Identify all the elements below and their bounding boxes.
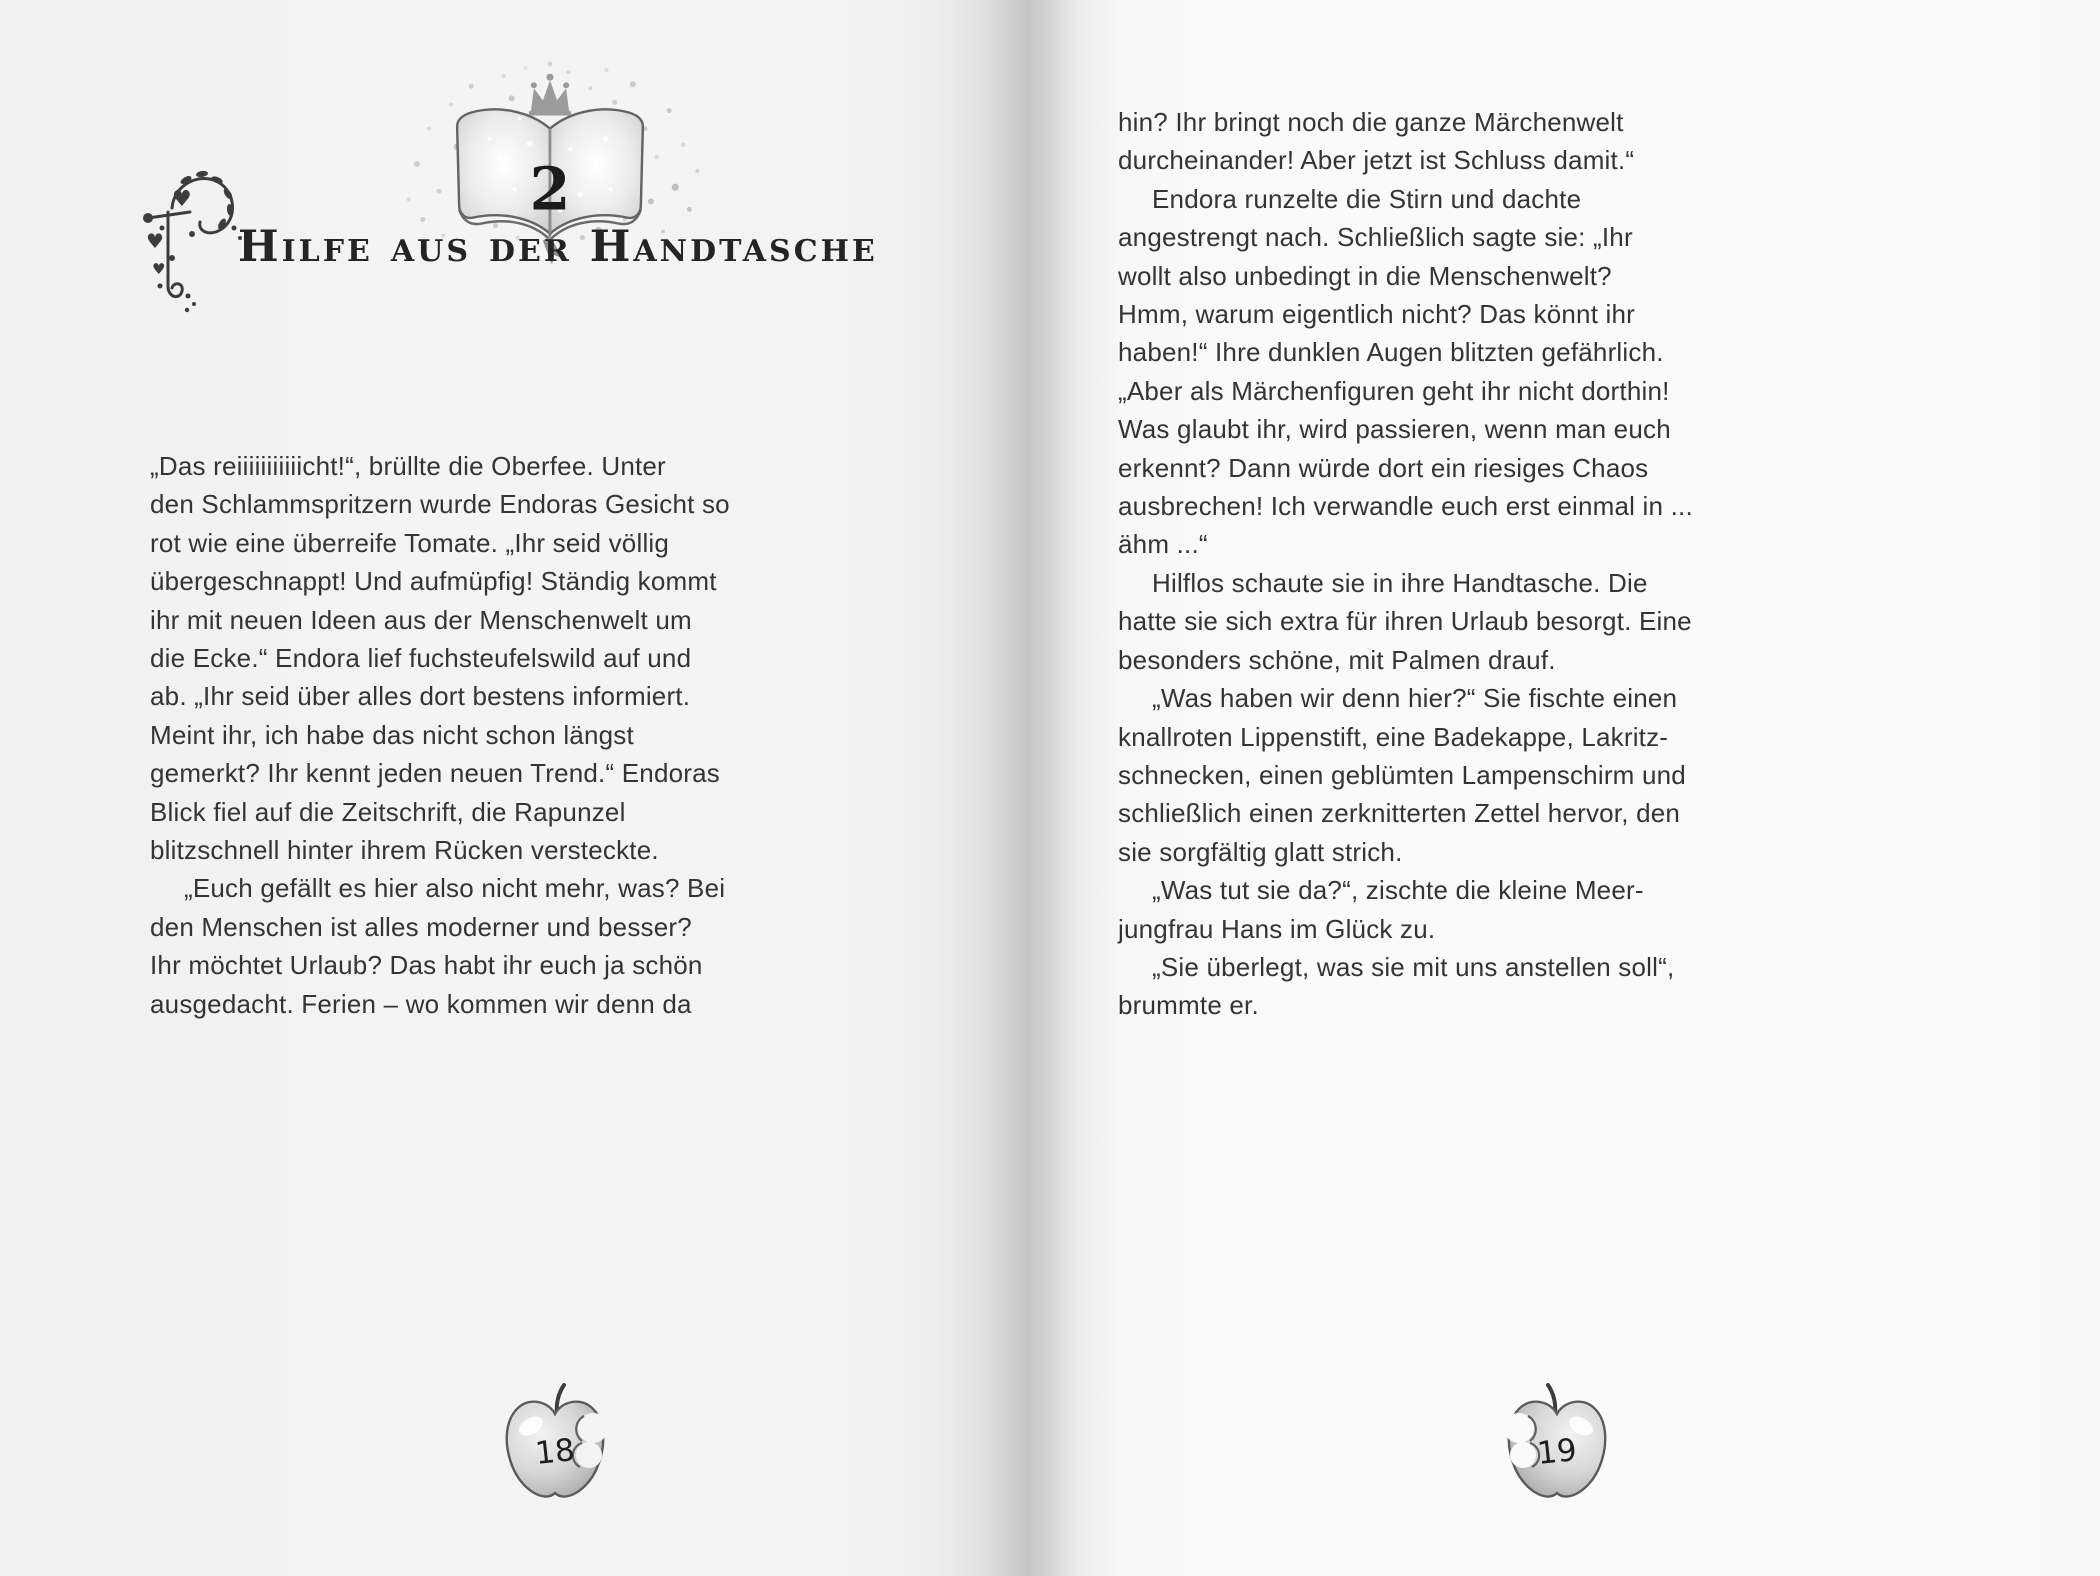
text-line: ihr mit neuen Ideen aus der Menschenwelt um: [150, 604, 692, 635]
text-line: wollt also unbedingt in die Menschenwelt?: [1118, 260, 1612, 291]
text-line: ab. „Ihr seid über alles dort bestens informiert.: [150, 681, 691, 712]
crown-icon: [529, 74, 571, 116]
page-number: 18: [533, 1432, 577, 1472]
svg-text:♥: ♥: [152, 260, 166, 278]
text-line: erkennt? Dann würde dort ein riesiges Chaos: [1118, 452, 1649, 483]
text-line: schnecken, einen geblümten Lampenschirm und: [1118, 759, 1686, 790]
svg-text:♥: ♥: [146, 229, 164, 253]
text-line: Blick fiel auf die Zeitschrift, die Rapunzel: [150, 796, 626, 827]
text-line: angestrengt nach. Schließlich sagte sie: „Ihr: [1118, 222, 1633, 253]
text-line: jungfrau Hans im Glück zu.: [1118, 913, 1436, 944]
text-line: knallroten Lippenstift, eine Badekappe, Lakritz-: [1118, 721, 1669, 752]
text-line: „Was haben wir denn hier?“ Sie fischte einen: [1152, 683, 1678, 714]
text-line: den Menschen ist alles moderner und besser?: [150, 911, 692, 942]
text-line: rot wie eine überreife Tomate. „Ihr seid völlig: [150, 527, 670, 558]
text-line: durcheinander! Aber jetzt ist Schluss damit.“: [1118, 145, 1635, 176]
text-line: Hilflos schaute sie in ihre Handtasche. Die: [1152, 567, 1648, 598]
text-line: blitzschnell hinter ihrem Rücken versteckte.: [150, 835, 659, 866]
text-line: „Was tut sie da?“, zischte die kleine Meer-: [1152, 875, 1644, 906]
text-line: ausgedacht. Ferien – wo kommen wir denn da: [150, 988, 692, 1019]
text-line: „Sie überlegt, was sie mit uns anstellen soll“,: [1152, 951, 1675, 982]
text-line: Hmm, warum eigentlich nicht? Das könnt ihr: [1118, 299, 1636, 330]
text-line: „Euch gefällt es hier also nicht mehr, was? Bei: [184, 873, 726, 904]
text-line: Meint ihr, ich habe das nicht schon längst: [150, 719, 634, 750]
right-page: [1050, 0, 2100, 1576]
text-line: ausbrechen! Ich verwandle euch erst einmal in ...: [1118, 491, 1693, 522]
apple-page-marker: [1502, 1382, 1612, 1507]
text-line: sie sorgfältig glatt strich.: [1118, 836, 1403, 867]
text-line: „Aber als Märchenfiguren geht ihr nicht dorthin!: [1118, 375, 1670, 406]
text-line: schließlich einen zerknitterten Zettel hervor, den: [1118, 798, 1681, 829]
left-page-text: [150, 447, 730, 1023]
text-line: die Ecke.“ Endora lief fuchsteufelswild auf und: [150, 643, 692, 674]
vine-ornament-icon: [138, 168, 253, 318]
chapter-title: Hilfe aus der Handtasche: [238, 222, 878, 272]
text-line: ähm ...“: [1118, 529, 1208, 560]
text-line: gemerkt? Ihr kennt jeden neuen Trend.“ Endoras: [150, 758, 720, 789]
page-number: 19: [1535, 1432, 1579, 1472]
svg-text:♥: ♥: [172, 187, 192, 212]
text-line: Endora runzelte die Stirn und dachte: [1152, 183, 1582, 214]
text-line: hin? Ihr bringt noch die ganze Märchenwelt: [1118, 107, 1624, 137]
text-line: besonders schöne, mit Palmen drauf.: [1118, 644, 1556, 675]
right-page-text: [1118, 103, 1718, 1025]
text-line: brummte er.: [1118, 990, 1259, 1021]
text-line: den Schlammspritzern wurde Endoras Gesicht so: [150, 489, 730, 520]
text-line: übergeschnappt! Und aufmüpfig! Ständig kommt: [150, 566, 717, 597]
text-line: Was glaubt ihr, wird passieren, wenn man euch: [1118, 414, 1671, 445]
text-line: Ihr möchtet Urlaub? Das habt ihr euch ja schön: [150, 950, 703, 981]
apple-page-marker: [500, 1382, 610, 1507]
chapter-number: 2: [529, 154, 571, 224]
text-line: haben!“ Ihre dunklen Augen blitzten gefährlich.: [1118, 337, 1664, 368]
text-line: hatte sie sich extra für ihren Urlaub besorgt. Eine: [1118, 606, 1692, 637]
text-line: „Das reiiiiiiiiiiicht!“, brüllte die Oberfee. Unter: [150, 451, 666, 481]
